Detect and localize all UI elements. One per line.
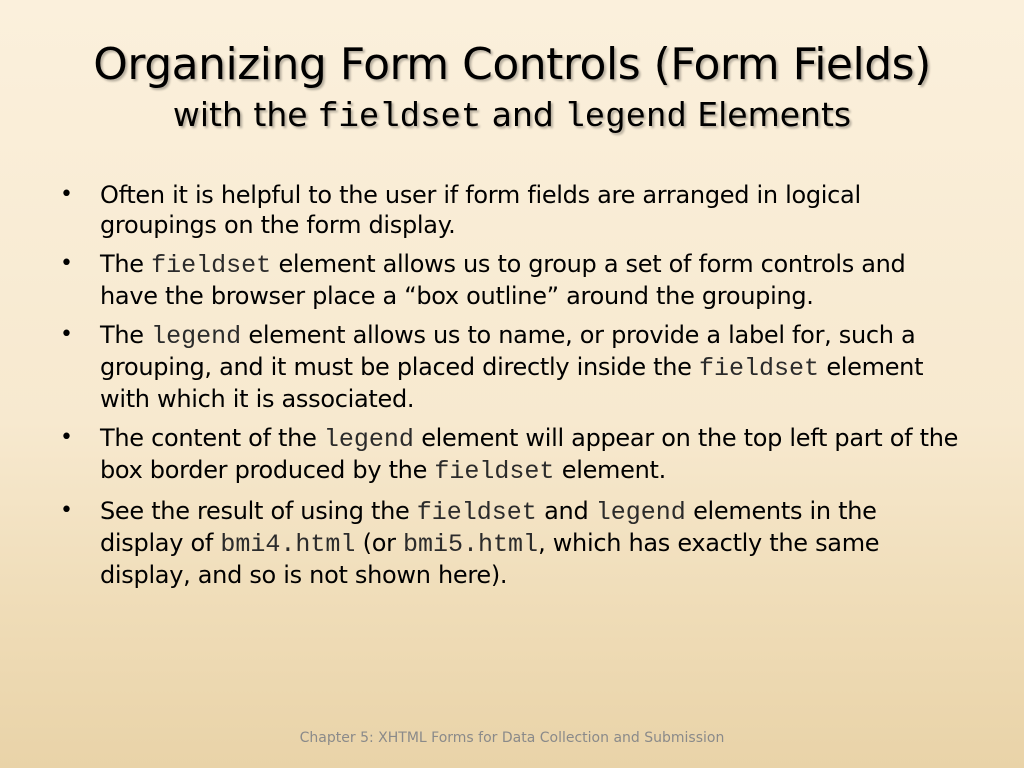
- bullet-text: The: [100, 321, 152, 349]
- title-subtitle-suffix: Elements: [686, 95, 852, 134]
- bullet-text: (or: [355, 529, 404, 557]
- code-fieldset: fieldset: [698, 354, 819, 383]
- bullet-icon: •: [60, 498, 73, 523]
- title-subtitle: [0, 94, 1024, 139]
- bullet-item-5: [60, 496, 965, 590]
- title-subtitle-prefix: with the: [172, 95, 319, 134]
- bullet-text: element will appear on the top left part of the box border produced by the: [100, 424, 959, 484]
- bullet-item-4: [60, 423, 965, 487]
- code-bmi4-html: bmi4.html: [220, 530, 356, 559]
- bullet-icon: •: [60, 425, 73, 450]
- code-fieldset: fieldset: [151, 251, 272, 280]
- slide-footer: Chapter 5: XHTML Forms for Data Collection and Submission: [299, 730, 725, 746]
- title-main: Organizing Form Controls (Form Fields): [93, 39, 931, 90]
- bullet-list: [60, 180, 965, 599]
- bullet-text: Often it is helpful to the user if form fields are arranged in logical groupings on the form display.: [100, 181, 861, 239]
- slide-title: [0, 36, 1024, 139]
- code-bmi5-html: bmi5.html: [403, 530, 539, 559]
- bullet-text: element allows us to name, or provide a label for, such a grouping, and it must be placed directly inside the: [100, 321, 916, 381]
- bullet-text: element allows us to group a set of form controls and have the browser place a “box outline” around the grouping.: [100, 250, 906, 310]
- bullet-text: The content of the: [100, 424, 324, 452]
- code-fieldset: fieldset: [416, 498, 537, 527]
- title-code-legend: legend: [564, 99, 687, 137]
- code-legend: legend: [151, 322, 242, 351]
- bullet-item-3: [60, 320, 965, 414]
- code-fieldset: fieldset: [434, 457, 555, 486]
- title-code-fieldset: fieldset: [318, 99, 482, 137]
- bullet-icon: •: [60, 322, 73, 347]
- bullet-item-2: [60, 249, 965, 311]
- bullet-text: element.: [554, 456, 666, 484]
- code-legend: legend: [595, 498, 686, 527]
- code-legend: legend: [323, 425, 414, 454]
- bullet-item-1: [60, 180, 965, 240]
- title-subtitle-mid: and: [481, 95, 565, 134]
- bullet-text: , which has exactly the same display, and so is not shown here).: [100, 529, 880, 589]
- bullet-text: element with which it is associated.: [100, 353, 924, 413]
- bullet-text: elements in the display of: [100, 497, 877, 557]
- bullet-icon: •: [60, 182, 73, 207]
- bullet-text: See the result of using the: [100, 497, 417, 525]
- bullet-text: and: [536, 497, 596, 525]
- bullet-icon: •: [60, 251, 73, 276]
- bullet-text: The: [100, 250, 152, 278]
